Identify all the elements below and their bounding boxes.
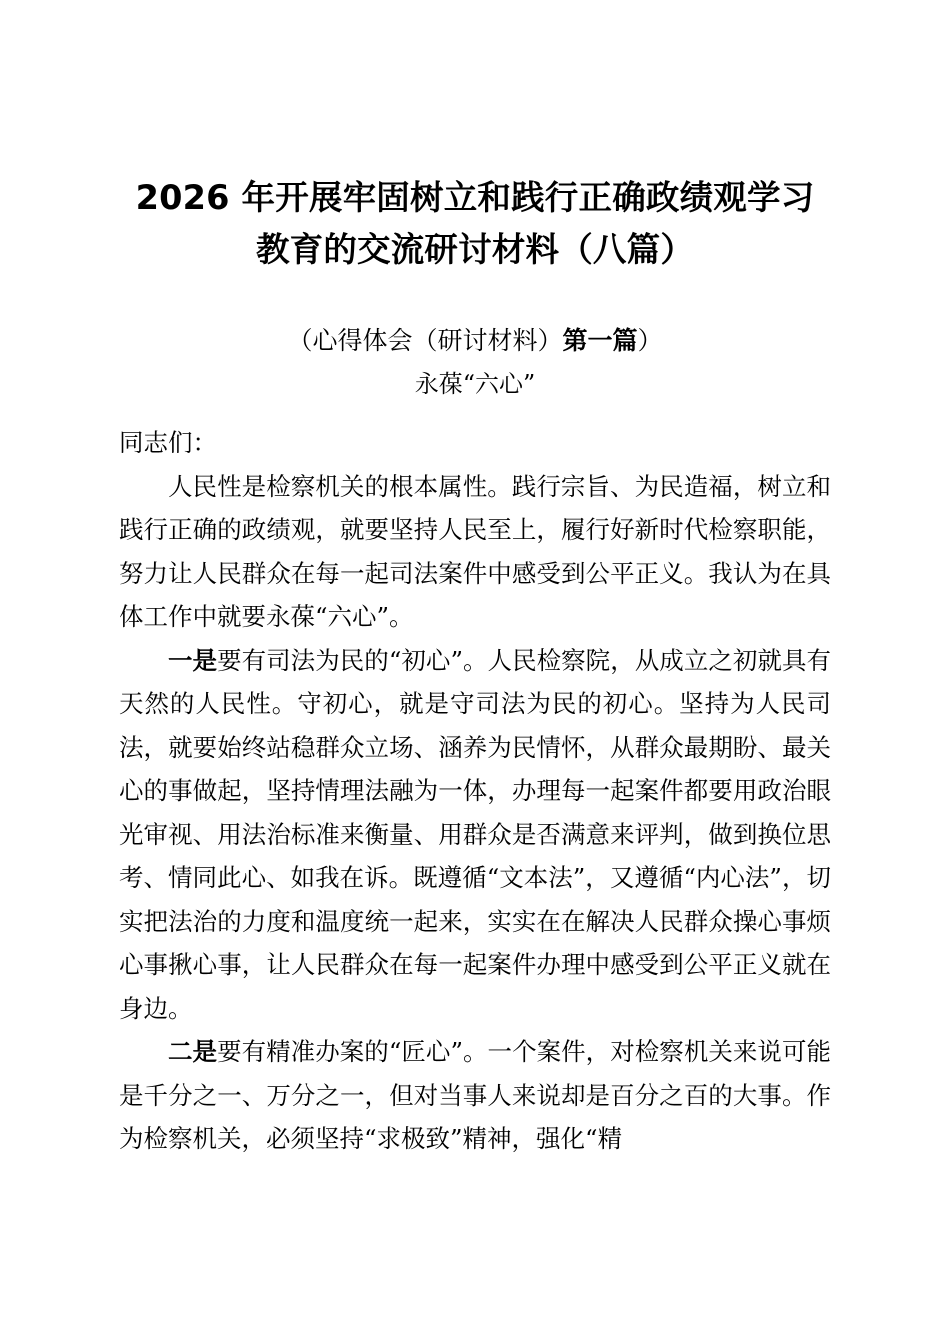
title-line-1: 2026 年开展牢固树立和践行正确政绩观学习 [135, 178, 815, 217]
body-paragraph [119, 465, 831, 639]
subtitle-line-2: 永葆“六心” [414, 370, 536, 398]
page-title [119, 0, 831, 276]
subtitle-suffix: ） [637, 326, 663, 355]
subtitle-prefix: （心得体会（研讨材料） [287, 326, 563, 355]
paragraph-lead: 一是 [168, 645, 218, 675]
salutation: 同志们： [119, 428, 217, 457]
subtitle-line-1 [119, 318, 831, 363]
body-paragraph [119, 639, 831, 1031]
subtitle-chapter-label: 第一篇 [562, 326, 638, 355]
document-body [119, 421, 831, 1161]
body-paragraph [119, 1030, 831, 1161]
paragraph-text: 要有司法为民的“初心”。人民检察院，从成立之初就具有天然的人民性。守初心，就是守司法为民的初心。坚持为人民司法，就要始终站稳群众立场、涵养为民情怀，从群众最期盼、最关心的事做起，坚持情理法融为一体，办理每一起案件都要用政治眼光审视、用法治标准来衡量、用群众是否满意来评判，做到换位思考、情同此心、如我在诉。既遵循“文本法”，又遵循“内心法”，切实把法治的力度和温度统一起来，实实在在解决人民群众操心事烦心事揪心事，让人民群众在每一起案件办理中感受到公平正义就在身边。 [119, 645, 831, 1023]
page-content [119, 0, 831, 1161]
paragraph-text: 要有精准办案的“匠心”。一个案件，对检察机关来说可能是千分之一、万分之一，但对当事人来说却是百分之百的大事。作为检察机关，必须坚持“求极致”精神，强化“精 [119, 1037, 831, 1153]
subtitle-block [119, 318, 831, 405]
paragraph-lead: 二是 [168, 1037, 218, 1066]
title-line-2: 教育的交流研讨材料（八篇） [255, 230, 695, 269]
paragraph-text: 人民性是检察机关的根本属性。践行宗旨、为民造福，树立和践行正确的政绩观，就要坚持人民至上，履行好新时代检察职能，努力让人民群众在每一起司法案件中感受到公平正义。我认为在具体工作中就要永葆“六心”。 [119, 471, 831, 631]
